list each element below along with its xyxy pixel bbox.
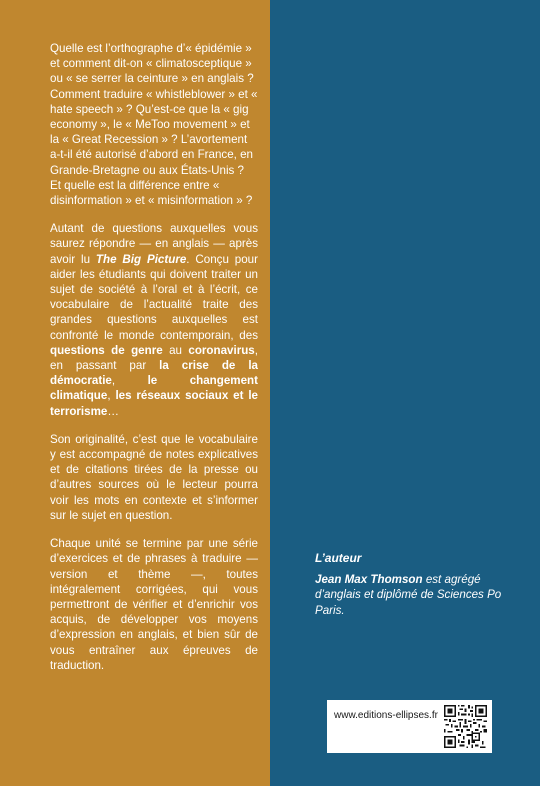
publisher-box [327,700,492,753]
topic-climate: le changement climatique [50,374,258,403]
publisher-url[interactable]: www.editions-ellipses.fr [334,710,438,721]
blurb-paragraph-4: Chaque unité se termine par une série d’exercices et de phrases à traduire — version et thème —, toutes intégralement corrigées, qui vous permettront de vérifier et d’enrichir vos acquis, de développer vos moyens d’expression en anglais, et bien sûr de vous entraîner aux épreuves de traduction. [50,537,258,672]
topic-democracy: la crise de la démocratie [50,359,258,388]
author-block [315,551,525,618]
blurb-paragraph-3: Son originalité, c’est que le vocabulaire y est accompagné de notes explicatives et de citations tirées de la presse ou d’autres sources où le lecteur pourra voir les mots en contexte et s’informer sur le sujet en question. [50,432,258,522]
book-title: The Big Picture [95,252,187,266]
blurb-paragraph-2: Autant de questions auxquelles vous saurez répondre — en anglais — après avoir lu The Big Picture. Conçu pour aider les étudiants qui doivent traiter un sujet de société à l’oral et à l’écrit, ce vocabulaire de l’actualité traite des grandes questions auxquelles est confronté le monde contemporain, des questions de genre au coronavirus, en passant par la crise de la démocratie, le changement climatique, les réseaux sociaux et le terrorisme… [50,222,258,418]
author-name: Jean Max Thomson [315,573,423,587]
topic-coronavirus: coronavirus [188,343,255,357]
blurb-text [50,41,258,686]
topic-gender: questions de genre [50,343,163,357]
topic-social-terrorism: les réseaux sociaux et le terrorisme [50,389,258,418]
blurb-paragraph-1: Quelle est l’orthographe d’« épidémie » et comment dit-on « climatosceptique » ou « se serrer la ceinture » en anglais ? Comment traduire « whistleblower » et « hate speech » ? Qu’est-ce que la « gig economy », le « MeToo movement » et la « Great Recession » ? L’avortement a-t-il été autorisé d’abord en France, en Grande-Bretagne ou aux États-Unis ? Et quelle est la différence entre « disinformation » et « misinformation » ? [50,42,258,208]
author-bio: Jean Max Thomson est agrégé d’anglais et diplômé de Sciences Po Paris. [315,573,502,617]
right-panel [270,0,540,786]
author-heading: L’auteur [315,551,362,565]
qr-code-icon[interactable] [444,705,487,748]
